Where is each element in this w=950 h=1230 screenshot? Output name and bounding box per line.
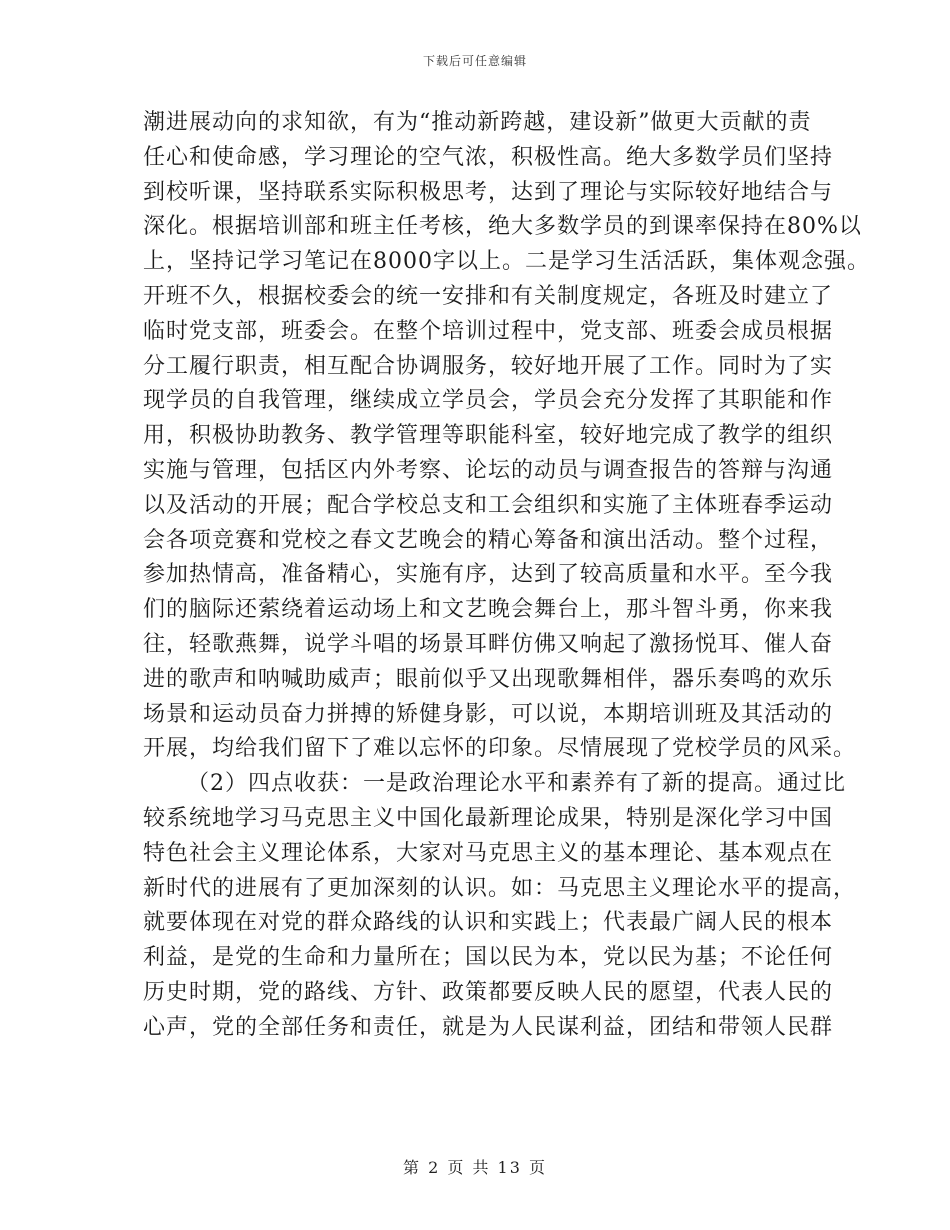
text-line: 任心和使命感，学习理论的空气浓，积极性高。绝大多数学员们坚持 (143, 144, 834, 170)
text-line: 开展，均给我们留下了难以忘怀的印象。尽情展现了党校学员的风采。 (143, 736, 857, 762)
text-line: 心声，党的全部任务和责任，就是为人民谋利益，团结和带领人民群 (143, 1014, 834, 1040)
paragraph-start-line: （2）四点收获：一是政治理论水平和素养有了新的提高。通过比 (187, 771, 846, 797)
text-line: 用，积极协助教务、教学管理等职能科室，较好地完成了教学的组织 (143, 423, 834, 449)
text-line: 到校听课，坚持联系实际积极思考，达到了理论与实际较好地结合与 (143, 179, 834, 205)
text-line: 们的脑际还萦绕着运动场上和文艺晚会舞台上，那斗智斗勇，你来我 (143, 597, 834, 623)
text-line: 进的歌声和呐喊助威声；眼前似乎又出现歌舞相伴，器乐奏鸣的欢乐 (143, 666, 834, 692)
document-body (143, 106, 870, 1046)
text-line: 开班不久，根据校委会的统一安排和有关制度规定，各班及时建立了 (143, 283, 834, 309)
text-line: 现学员的自我管理，继续成立学员会，学员会充分发挥了其职能和作 (143, 388, 834, 414)
text-line: 临时党支部，班委会。在整个培训过程中，党支部、班委会成员根据 (143, 318, 834, 344)
text-line: 特色社会主义理论体系，大家对马克思主义的基本理论、基本观点在 (143, 840, 834, 866)
text-line: 会各项竞赛和党校之春文艺晚会的精心筹备和演出活动。整个过程， (143, 527, 834, 553)
header-note: 下载后可任意编辑 (422, 54, 527, 68)
text-line: 往，轻歌燕舞，说学斗唱的场景耳畔仿佛又响起了激扬悦耳、催人奋 (143, 631, 834, 657)
text-line: 利益，是党的生命和力量所在；国以民为本，党以民为基；不论任何 (143, 945, 834, 971)
text-line: 历史时期，党的路线、方针、政策都要反映人民的愿望，代表人民的 (143, 979, 834, 1005)
text-line: 实施与管理，包括区内外考察、论坛的动员与调查报告的答辩与沟通 (143, 457, 834, 483)
text-line: 以及活动的开展；配合学校总支和工会组织和实施了主体班春季运动 (143, 492, 834, 518)
text-line: 深化。根据培训部和班主任考核，绝大多数学员的到课率保持在80%以 (143, 214, 862, 240)
text-line: 上，坚持记学习笔记在8000字以上。二是学习生活活跃，集体观念强。 (143, 249, 870, 275)
text-line: 较系统地学习马克思主义中国化最新理论成果，特别是深化学习中国 (143, 805, 834, 831)
text-line: 潮进展动向的求知欲，有为“推动新跨越，建设新”做更大贡献的责 (143, 110, 812, 135)
text-line: 就要体现在对党的群众路线的认识和实践上；代表最广阔人民的根本 (143, 910, 834, 936)
text-line: 新时代的进展有了更加深刻的认识。如：马克思主义理论水平的提高， (143, 875, 857, 901)
text-line: 分工履行职责，相互配合协调服务，较好地开展了工作。同时为了实 (143, 353, 834, 379)
page-indicator: 第 2 页 共 13 页 (403, 1158, 547, 1177)
text-line: 场景和运动员奋力拼搏的矫健身影，可以说，本期培训班及其活动的 (143, 701, 834, 727)
text-line: 参加热情高，准备精心，实施有序，达到了较高质量和水平。至今我 (143, 562, 834, 588)
